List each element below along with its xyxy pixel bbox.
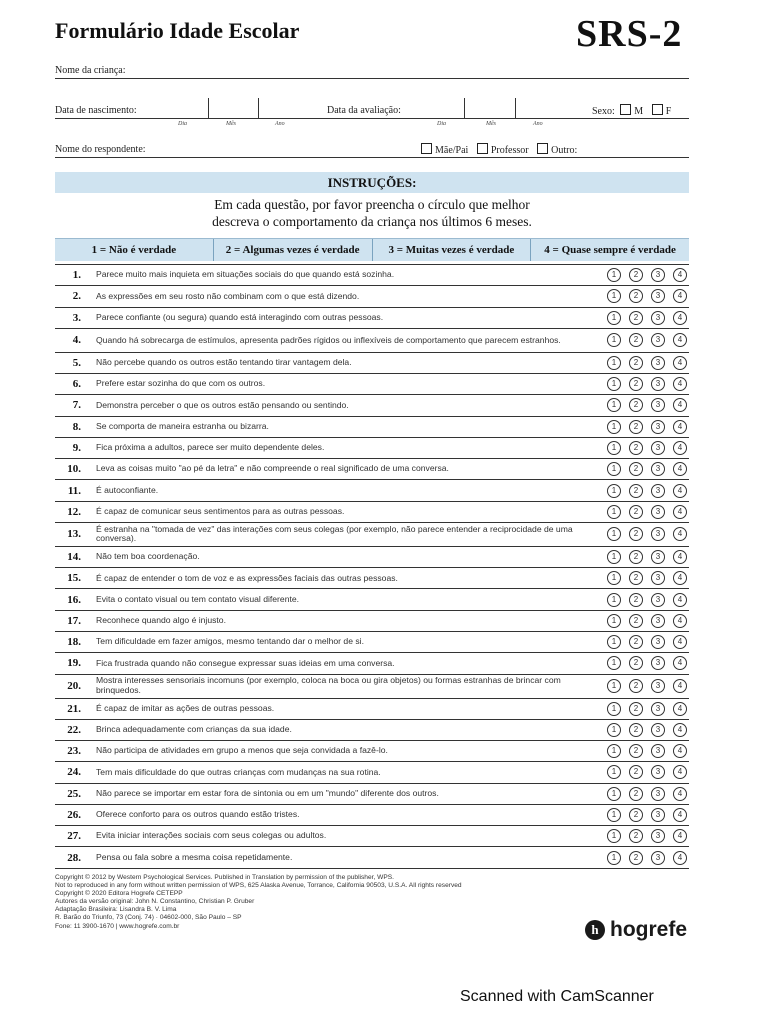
question-number: 12. [67,505,81,518]
question-row [55,762,689,783]
hogrefe-logo [585,918,687,942]
question-row [55,459,689,480]
question-number: 19. [67,657,81,670]
answer-circle-2[interactable]: 2 [629,333,643,347]
answer-options [607,353,687,373]
answer-circle-4[interactable]: 4 [673,398,687,412]
answer-circle-1[interactable]: 1 [607,829,621,843]
instructions-text [55,196,689,230]
question-text: Prefere estar sozinha do que com os outros. [96,378,266,389]
answer-circle-3[interactable]: 3 [651,744,665,758]
question-row [55,438,689,459]
instructions-line-2: descreva o comportamento da criança nos últimos 6 meses. [212,214,532,229]
answer-options [607,741,687,761]
answer-options [607,699,687,719]
question-number: 11. [67,484,81,497]
question-number: 18. [67,636,81,649]
answer-circle-3[interactable]: 3 [651,420,665,434]
question-text: Leva as coisas muito "ao pé da letra" e não compreende o real significado de uma conversa. [96,463,449,474]
answer-circle-3[interactable]: 3 [651,311,665,325]
answer-circle-4[interactable]: 4 [673,333,687,347]
answer-circle-4[interactable]: 4 [673,462,687,476]
answer-circle-2[interactable]: 2 [629,484,643,498]
question-text: Fica frustrada quando não consegue expressar suas ideias em uma conversa. [96,657,395,668]
question-row [55,547,689,568]
answer-options [607,568,687,588]
answer-circle-4[interactable]: 4 [673,356,687,370]
answer-circle-4[interactable]: 4 [673,829,687,843]
answer-circle-1[interactable]: 1 [607,268,621,282]
answer-options [607,589,687,609]
answer-circle-3[interactable]: 3 [651,723,665,737]
answer-circle-2[interactable]: 2 [629,550,643,564]
answer-options [607,611,687,631]
question-number: 2. [72,290,81,303]
answer-circle-2[interactable]: 2 [629,765,643,779]
answer-circle-4[interactable]: 4 [673,787,687,801]
answer-circle-1[interactable]: 1 [607,289,621,303]
question-text: Tem mais dificuldade do que outras crianças com mudanças na sua rotina. [96,766,381,777]
answer-circle-2[interactable]: 2 [629,311,643,325]
answer-circle-1[interactable]: 1 [607,635,621,649]
answer-circle-3[interactable]: 3 [651,702,665,716]
question-row [55,826,689,847]
answer-options [607,805,687,825]
eval-month-sublabel: Mês [486,121,496,127]
question-number: 28. [67,851,81,864]
instructions-heading: INSTRUÇÕES: [55,172,689,193]
answer-circle-3[interactable]: 3 [651,656,665,670]
question-number: 24. [67,766,81,779]
question-text: Evita iniciar interações sociais com seus colegas ou adultos. [96,830,327,841]
answer-circle-1[interactable]: 1 [607,333,621,347]
question-text: Evita o contato visual ou tem contato visual diferente. [96,593,300,604]
answer-circle-1[interactable]: 1 [607,571,621,585]
answer-circle-3[interactable]: 3 [651,398,665,412]
answer-circle-3[interactable]: 3 [651,550,665,564]
answer-options [607,847,687,867]
answer-options [607,438,687,458]
answer-options [607,523,687,546]
birth-day-sublabel: Dia [178,121,187,127]
answer-options [607,762,687,782]
answer-circle-2[interactable]: 2 [629,787,643,801]
response-scale [55,238,689,261]
answer-circle-4[interactable]: 4 [673,614,687,628]
question-row [55,480,689,501]
answer-options [607,329,687,352]
question-number: 14. [67,551,81,564]
answer-circle-3[interactable]: 3 [651,614,665,628]
answer-circle-4[interactable]: 4 [673,765,687,779]
question-row [55,523,689,547]
answer-circle-1[interactable]: 1 [607,744,621,758]
answer-circle-2[interactable]: 2 [629,808,643,822]
copyright-footer [55,874,595,931]
question-number: 13. [67,528,81,541]
question-text: Não tem boa coordenação. [96,551,200,562]
footer-line: Adaptação Brasileira: Lisandra B. V. Lima [55,906,177,914]
answer-circle-1[interactable]: 1 [607,614,621,628]
question-number: 20. [67,680,81,693]
eval-day-sublabel: Dia [437,121,446,127]
answer-circle-1[interactable]: 1 [607,420,621,434]
answer-options [607,374,687,394]
answer-circle-1[interactable]: 1 [607,356,621,370]
answer-circle-2[interactable]: 2 [629,851,643,865]
question-row [55,741,689,762]
question-row [55,329,689,353]
answer-circle-4[interactable]: 4 [673,656,687,670]
answer-circle-2[interactable]: 2 [629,420,643,434]
question-text: Quando há sobrecarga de estímulos, apresenta padrões rígidos ou inflexíveis de comportamento que parecem estranhos. [96,334,561,345]
answer-circle-2[interactable]: 2 [629,635,643,649]
answer-circle-2[interactable]: 2 [629,702,643,716]
answer-options [607,632,687,652]
answer-circle-4[interactable]: 4 [673,441,687,455]
footer-line: Fone: 11 3900-1670 | www.hogrefe.com.br [55,922,180,930]
form-code: SRS-2 [576,13,683,55]
answer-circle-2[interactable]: 2 [629,593,643,607]
answer-circle-1[interactable]: 1 [607,723,621,737]
answer-circle-2[interactable]: 2 [629,744,643,758]
footer-line: R. Barão do Triunfo, 73 (Conj. 74) · 04602-000, São Paulo – SP [55,914,242,922]
answer-circle-4[interactable]: 4 [673,679,687,693]
answer-circle-3[interactable]: 3 [651,484,665,498]
sex-label: Sexo: M F [592,106,672,117]
question-row [55,395,689,416]
answer-circle-4[interactable]: 4 [673,571,687,585]
question-text: Parece muito mais inquieta em situações sociais do que quando está sozinha. [96,269,395,280]
question-text: Reconhece quando algo é injusto. [96,615,226,626]
eval-year-sublabel: Ano [533,121,543,127]
answer-circle-3[interactable]: 3 [651,268,665,282]
question-text: É capaz de entender o tom de voz e as expressões faciais das outras pessoas. [96,572,398,583]
respondent-label: Nome do respondente: [55,144,146,155]
answer-circle-1[interactable]: 1 [607,656,621,670]
footer-line: Autores da versão original: John N. Constantino, Christian P. Gruber [55,898,255,906]
question-row [55,784,689,805]
answer-circle-4[interactable]: 4 [673,505,687,519]
question-list [55,264,689,869]
answer-circle-3[interactable]: 3 [651,441,665,455]
answer-circle-3[interactable]: 3 [651,808,665,822]
question-row [55,632,689,653]
answer-circle-4[interactable]: 4 [673,723,687,737]
question-text: Parece confiante (ou segura) quando está interagindo com outras pessoas. [96,311,384,322]
answer-circle-2[interactable]: 2 [629,505,643,519]
answer-circle-1[interactable]: 1 [607,808,621,822]
birth-date-label: Data de nascimento: [55,105,137,116]
question-number: 26. [67,808,81,821]
question-text: É capaz de imitar as ações de outras pessoas. [96,702,275,713]
answer-circle-2[interactable]: 2 [629,441,643,455]
answer-circle-1[interactable]: 1 [607,702,621,716]
question-text: É autoconfiante. [96,484,159,495]
hogrefe-wordmark: hogrefe [610,918,688,941]
answer-options [607,459,687,479]
scanner-watermark: Scanned with CamScanner [460,988,654,1005]
child-name-label: Nome da criança: [55,65,126,76]
scale-option-2: 2 = Algumas vezes é verdade [214,239,373,261]
question-text: Se comporta de maneira estranha ou bizarra. [96,420,269,431]
answer-circle-1[interactable]: 1 [607,377,621,391]
footer-line: Copyright © 2020 Editora Hogrefe CETEPP [55,890,183,898]
question-text: Não participa de atividades em grupo a menos que seja convidada a fazê-lo. [96,745,388,756]
question-text: As expressões em seu rosto não combinam com o que está dizendo. [96,290,360,301]
question-number: 27. [67,830,81,843]
hogrefe-mark-icon: h [585,920,605,940]
question-number: 1. [72,269,81,282]
answer-circle-3[interactable]: 3 [651,765,665,779]
sex-female-checkbox[interactable] [652,104,663,115]
answer-circle-1[interactable]: 1 [607,679,621,693]
scale-option-1: 1 = Não é verdade [55,239,214,261]
answer-circle-4[interactable]: 4 [673,550,687,564]
answer-circle-2[interactable]: 2 [629,656,643,670]
scale-option-3: 3 = Muitas vezes é verdade [373,239,532,261]
question-number: 8. [72,420,81,433]
question-row [55,286,689,307]
answer-circle-1[interactable]: 1 [607,311,621,325]
answer-circle-1[interactable]: 1 [607,593,621,607]
question-text: Pensa ou fala sobre a mesma coisa repetidamente. [96,851,293,862]
question-row [55,589,689,610]
answer-circle-4[interactable]: 4 [673,289,687,303]
answer-circle-2[interactable]: 2 [629,356,643,370]
answer-circle-3[interactable]: 3 [651,377,665,391]
question-number: 7. [72,399,81,412]
question-text: Tem dificuldade em fazer amigos, mesmo tentando dar o melhor de si. [96,636,364,647]
answer-circle-1[interactable]: 1 [607,484,621,498]
answer-circle-3[interactable]: 3 [651,289,665,303]
answer-circle-1[interactable]: 1 [607,462,621,476]
question-number: 21. [67,702,81,715]
answer-circle-3[interactable]: 3 [651,356,665,370]
question-number: 15. [67,572,81,585]
answer-circle-2[interactable]: 2 [629,377,643,391]
answer-circle-2[interactable]: 2 [629,462,643,476]
answer-options [607,547,687,567]
scale-option-4: 4 = Quase sempre é verdade [544,244,676,256]
answer-circle-2[interactable]: 2 [629,398,643,412]
answer-circle-1[interactable]: 1 [607,398,621,412]
question-number: 6. [72,378,81,391]
parent-checkbox[interactable] [421,143,432,154]
answer-circle-2[interactable]: 2 [629,723,643,737]
question-row [55,611,689,632]
question-number: 17. [67,614,81,627]
answer-circle-4[interactable]: 4 [673,635,687,649]
respondent-type-options: Mãe/Pai Professor Outro: [421,143,577,156]
other-checkbox[interactable] [537,143,548,154]
answer-circle-2[interactable]: 2 [629,571,643,585]
footer-line: Copyright © 2012 by Western Psychological Services. Published in Translation by permission of the publisher, WPS. [55,874,394,881]
question-row [55,502,689,523]
birth-year-sublabel: Ano [275,121,285,127]
answer-circle-1[interactable]: 1 [607,851,621,865]
answer-circle-2[interactable]: 2 [629,289,643,303]
answer-circle-2[interactable]: 2 [629,679,643,693]
question-row [55,720,689,741]
question-number: 9. [72,441,81,454]
question-number: 4. [72,334,81,347]
answer-options [607,502,687,522]
answer-circle-3[interactable]: 3 [651,505,665,519]
answer-circle-3[interactable]: 3 [651,333,665,347]
answer-options [607,675,687,698]
answer-circle-3[interactable]: 3 [651,787,665,801]
question-text: É capaz de comunicar seus sentimentos para as outras pessoas. [96,505,345,516]
answer-circle-4[interactable]: 4 [673,527,687,541]
question-text: É estranha na "tomada de vez" das interações com seus colegas (por exemplo, não parece entender a reciprocidade de uma conversa). [96,523,573,544]
footer-line: Not to reproduced in any form without written permission of WPS, 625 Alaska Avenue, Torrance, California 90503, U.S.A. All rights reserved [55,882,462,890]
question-number: 5. [72,356,81,369]
answer-circle-1[interactable]: 1 [607,765,621,779]
answer-circle-4[interactable]: 4 [673,484,687,498]
question-row [55,353,689,374]
answer-circle-1[interactable]: 1 [607,550,621,564]
answer-options [607,395,687,415]
answer-circle-2[interactable]: 2 [629,527,643,541]
answer-circle-3[interactable]: 3 [651,851,665,865]
question-row [55,675,689,699]
answer-options [607,417,687,437]
answer-circle-2[interactable]: 2 [629,268,643,282]
answer-circle-3[interactable]: 3 [651,829,665,843]
answer-circle-4[interactable]: 4 [673,593,687,607]
question-text: Não percebe quando os outros estão tentando tirar vantagem dela. [96,357,352,368]
answer-circle-3[interactable]: 3 [651,462,665,476]
answer-options [607,784,687,804]
question-text: Demonstra perceber o que os outros estão pensando ou sentindo. [96,399,349,410]
answer-circle-1[interactable]: 1 [607,441,621,455]
answer-options [607,308,687,328]
teacher-checkbox[interactable] [477,143,488,154]
question-row [55,265,689,286]
answer-options [607,480,687,500]
answer-options [607,826,687,846]
question-number: 3. [72,311,81,324]
answer-circle-3[interactable]: 3 [651,571,665,585]
answer-circle-4[interactable]: 4 [673,702,687,716]
answer-circle-4[interactable]: 4 [673,808,687,822]
question-row [55,374,689,395]
answer-options [607,265,687,285]
question-text: Oferece conforto para os outros quando estão tristes. [96,809,300,820]
question-row [55,653,689,674]
question-text: Mostra interesses sensoriais incomuns (por exemplo, coloca na boca ou gira objetos) ou formas estranhas de brincar com brinquedos. [96,675,561,696]
question-row [55,568,689,589]
answer-circle-3[interactable]: 3 [651,679,665,693]
answer-circle-2[interactable]: 2 [629,829,643,843]
question-text: Brinca adequadamente com crianças da sua idade. [96,724,292,735]
answer-options [607,720,687,740]
question-row [55,805,689,826]
dates-row [55,102,689,119]
answer-circle-4[interactable]: 4 [673,851,687,865]
instructions-line-1: Em cada questão, por favor preencha o círculo que melhor [214,197,530,212]
answer-circle-1[interactable]: 1 [607,527,621,541]
birth-month-sublabel: Mês [226,121,236,127]
answer-circle-4[interactable]: 4 [673,744,687,758]
form-title: Formulário Idade Escolar [55,18,300,43]
answer-circle-3[interactable]: 3 [651,635,665,649]
question-number: 10. [67,463,81,476]
question-row [55,699,689,720]
question-row [55,417,689,438]
answer-circle-3[interactable]: 3 [651,527,665,541]
answer-circle-1[interactable]: 1 [607,505,621,519]
question-row [55,847,689,868]
sex-male-checkbox[interactable] [620,104,631,115]
question-number: 23. [67,745,81,758]
question-number: 16. [67,593,81,606]
answer-circle-4[interactable]: 4 [673,377,687,391]
respondent-row[interactable] [55,141,689,158]
question-text: Fica próxima a adultos, parece ser muito dependente deles. [96,442,325,453]
answer-options [607,286,687,306]
answer-circle-1[interactable]: 1 [607,787,621,801]
question-number: 25. [67,787,81,800]
answer-options [607,653,687,673]
answer-circle-3[interactable]: 3 [651,593,665,607]
child-name-field[interactable] [55,62,689,79]
answer-circle-4[interactable]: 4 [673,268,687,282]
answer-circle-4[interactable]: 4 [673,420,687,434]
question-text: Não parece se importar em estar fora de sintonia ou em um "mundo" diferente dos outros. [96,787,439,798]
answer-circle-2[interactable]: 2 [629,614,643,628]
eval-date-label: Data da avaliação: [327,105,401,116]
question-number: 22. [67,723,81,736]
answer-circle-4[interactable]: 4 [673,311,687,325]
question-row [55,308,689,329]
